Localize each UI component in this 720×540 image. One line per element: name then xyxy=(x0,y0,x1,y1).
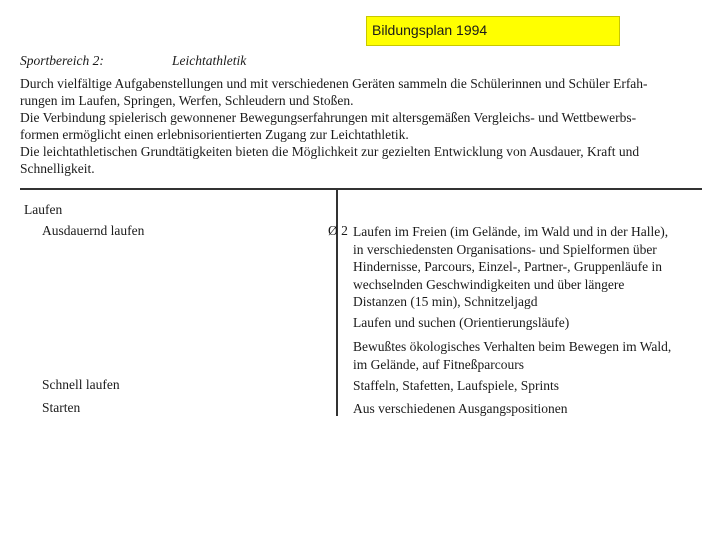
intro-line: Durch vielfältige Aufgabenstellungen und mit verschiedenen Geräten sammeln die Schülerinnen und Schüler Erfah- xyxy=(20,76,648,91)
content-block xyxy=(353,314,569,332)
content-line: wechselnden Geschwindigkeiten und über längere xyxy=(353,276,625,292)
content-block xyxy=(353,377,559,395)
row-label: Starten xyxy=(42,400,81,415)
content-line: Hindernisse, Parcours, Einzel-, Partner-, Gruppenläufe in xyxy=(353,259,663,274)
content-block xyxy=(353,223,668,311)
content-block xyxy=(353,400,567,418)
reference-marker: Ø 2 xyxy=(328,223,348,238)
content-block xyxy=(353,338,671,373)
content-line: Distanzen (15 min), Schnitzeljagd xyxy=(353,294,538,309)
intro-line: rungen im Laufen, Springen, Werfen, Schleudern und Stoßen. xyxy=(20,93,354,108)
intro-line: Schnelligkeit. xyxy=(20,161,95,176)
category-heading: Laufen xyxy=(24,202,63,217)
row-label: Schnell laufen xyxy=(42,377,120,392)
content-line: Staffeln, Stafetten, Laufspiele, Sprints xyxy=(353,378,559,393)
row-label: Ausdauernd laufen xyxy=(42,223,145,238)
intro-line: Die leichtathletischen Grundtätigkeiten bieten die Möglichkeit zur gezielten Entwicklung von Ausdauer, Kraft und xyxy=(20,144,640,159)
intro-paragraph xyxy=(20,75,705,177)
content-line: Laufen im Freien (im Gelände, im Wald und in der Halle), xyxy=(353,224,669,239)
horizontal-rule xyxy=(20,188,702,190)
content-line: Laufen und suchen (Orientierungsläufe) xyxy=(353,315,570,330)
slide-title: Bildungsplan 1994 xyxy=(366,16,620,46)
content-line: in verschiedensten Organisations- und Spielformen über xyxy=(353,241,657,257)
intro-line: formen ermöglicht einen erlebnisorientierten Zugang zur Leichtathletik. xyxy=(20,127,409,142)
content-line: Aus verschiedenen Ausgangspositionen xyxy=(353,401,568,416)
section-name: Leichtathletik xyxy=(172,53,247,68)
section-label: Sportbereich 2: xyxy=(20,53,104,68)
content-line: Bewußtes ökologisches Verhalten beim Bewegen im Wald, xyxy=(353,339,672,354)
intro-line: Die Verbindung spielerisch gewonnener Bewegungserfahrungen mit altersgemäßen Vergleichs- und Wettbewerbs- xyxy=(20,110,637,125)
content-line: im Gelände, auf Fitneßparcours xyxy=(353,356,524,372)
